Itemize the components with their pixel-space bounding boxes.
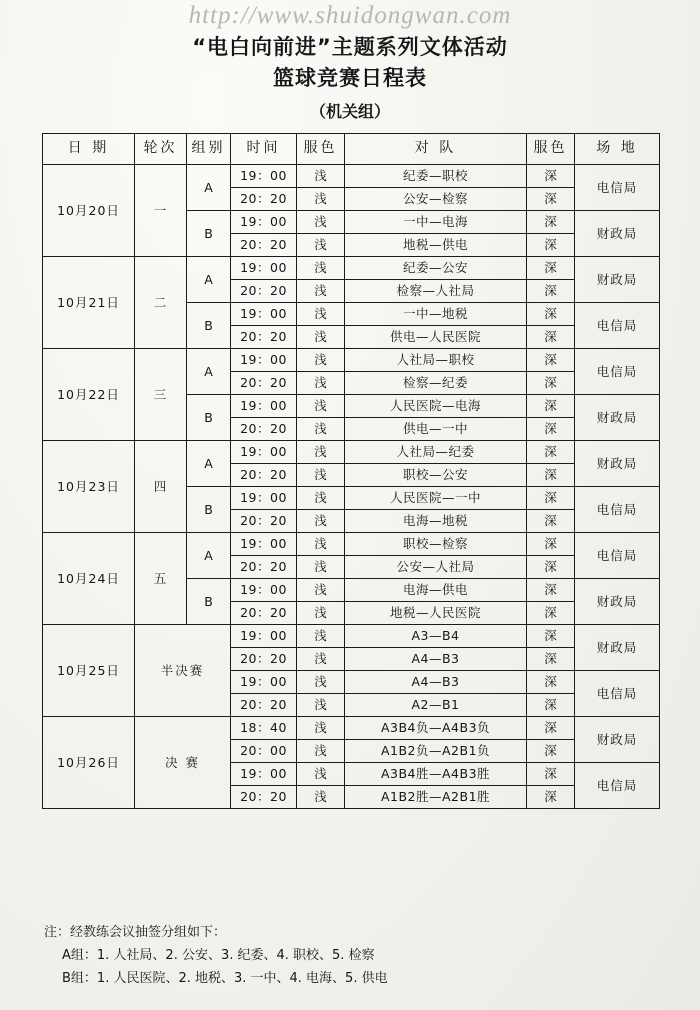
cell-color-home: 浅 xyxy=(297,349,345,372)
cell-time: 20：20 xyxy=(231,694,297,717)
table-row xyxy=(43,625,660,648)
cell-color-away: 深 xyxy=(527,579,575,602)
cell-color-away: 深 xyxy=(527,740,575,763)
cell-venue: 财政局 xyxy=(575,441,660,487)
cell-venue: 电信局 xyxy=(575,487,660,533)
cell-color-home: 浅 xyxy=(297,188,345,211)
cell-color-away: 深 xyxy=(527,372,575,395)
cell-date: 10月20日 xyxy=(43,165,135,257)
header-color-home: 服色 xyxy=(297,134,345,165)
title-block xyxy=(0,33,700,122)
cell-color-home: 浅 xyxy=(297,303,345,326)
note-line-group-b: B组：1. 人民医院、2. 地税、3. 一中、4. 电海、5. 供电 xyxy=(62,970,388,986)
cell-venue: 财政局 xyxy=(575,211,660,257)
cell-match: 人社局—纪委 xyxy=(345,441,527,464)
cell-color-away: 深 xyxy=(527,556,575,579)
cell-color-home: 浅 xyxy=(297,602,345,625)
cell-color-home: 浅 xyxy=(297,234,345,257)
cell-round: 四 xyxy=(135,441,187,533)
cell-date: 10月23日 xyxy=(43,441,135,533)
header-time: 时间 xyxy=(231,134,297,165)
cell-match: A3B4胜—A4B3胜 xyxy=(345,763,527,786)
cell-color-home: 浅 xyxy=(297,280,345,303)
cell-time: 19：00 xyxy=(231,625,297,648)
cell-color-away: 深 xyxy=(527,763,575,786)
cell-time: 20：20 xyxy=(231,648,297,671)
cell-color-home: 浅 xyxy=(297,763,345,786)
cell-group: A xyxy=(187,257,231,303)
cell-color-home: 浅 xyxy=(297,648,345,671)
cell-color-home: 浅 xyxy=(297,257,345,280)
table-row xyxy=(43,717,660,740)
schedule-table xyxy=(42,133,660,809)
cell-match: 电海—地税 xyxy=(345,510,527,533)
cell-color-away: 深 xyxy=(527,280,575,303)
cell-match: A4—B3 xyxy=(345,671,527,694)
cell-venue: 电信局 xyxy=(575,671,660,717)
cell-match: A1B2胜—A2B1胜 xyxy=(345,786,527,809)
cell-group: A xyxy=(187,441,231,487)
cell-venue: 财政局 xyxy=(575,625,660,671)
cell-match: 人社局—职校 xyxy=(345,349,527,372)
cell-time: 19：00 xyxy=(231,671,297,694)
cell-time: 20：20 xyxy=(231,280,297,303)
cell-time: 20：20 xyxy=(231,556,297,579)
cell-color-home: 浅 xyxy=(297,395,345,418)
cell-venue: 电信局 xyxy=(575,533,660,579)
cell-time: 19：00 xyxy=(231,303,297,326)
cell-match: A3B4负—A4B3负 xyxy=(345,717,527,740)
cell-time: 19：00 xyxy=(231,257,297,280)
table-row xyxy=(43,533,660,556)
cell-match: A1B2负—A2B1负 xyxy=(345,740,527,763)
cell-color-away: 深 xyxy=(527,326,575,349)
cell-color-away: 深 xyxy=(527,234,575,257)
cell-match: 人民医院—一中 xyxy=(345,487,527,510)
footer-notes xyxy=(44,922,664,990)
cell-group: B xyxy=(187,487,231,533)
cell-time: 20：20 xyxy=(231,418,297,441)
cell-time: 20：20 xyxy=(231,188,297,211)
cell-group: A xyxy=(187,349,231,395)
cell-color-home: 浅 xyxy=(297,510,345,533)
cell-color-away: 深 xyxy=(527,395,575,418)
cell-color-away: 深 xyxy=(527,487,575,510)
cell-time: 19：00 xyxy=(231,165,297,188)
cell-venue: 财政局 xyxy=(575,579,660,625)
cell-venue: 电信局 xyxy=(575,303,660,349)
cell-group: A xyxy=(187,165,231,211)
cell-match: 公安—检察 xyxy=(345,188,527,211)
cell-color-home: 浅 xyxy=(297,786,345,809)
cell-match: 公安—人社局 xyxy=(345,556,527,579)
cell-match: 纪委—职校 xyxy=(345,165,527,188)
header-date: 日 期 xyxy=(43,134,135,165)
cell-venue: 电信局 xyxy=(575,165,660,211)
cell-time: 20：20 xyxy=(231,786,297,809)
cell-color-home: 浅 xyxy=(297,441,345,464)
table-row xyxy=(43,349,660,372)
cell-venue: 电信局 xyxy=(575,349,660,395)
cell-color-home: 浅 xyxy=(297,556,345,579)
cell-match: 职校—公安 xyxy=(345,464,527,487)
cell-match: 地税—人民医院 xyxy=(345,602,527,625)
cell-date: 10月26日 xyxy=(43,717,135,809)
cell-match: A4—B3 xyxy=(345,648,527,671)
cell-color-away: 深 xyxy=(527,418,575,441)
watermark-url: http://www.shuidongwan.com xyxy=(188,2,512,29)
cell-color-away: 深 xyxy=(527,694,575,717)
cell-time: 20：20 xyxy=(231,464,297,487)
note-line-1: 注：经教练会议抽签分组如下： xyxy=(44,925,227,940)
cell-color-home: 浅 xyxy=(297,717,345,740)
cell-round: 二 xyxy=(135,257,187,349)
cell-color-away: 深 xyxy=(527,211,575,234)
cell-color-away: 深 xyxy=(527,165,575,188)
cell-date: 10月24日 xyxy=(43,533,135,625)
schedule-table-wrapper xyxy=(42,133,659,809)
cell-color-home: 浅 xyxy=(297,211,345,234)
cell-time: 18：40 xyxy=(231,717,297,740)
cell-time: 19：00 xyxy=(231,487,297,510)
header-match: 对 队 xyxy=(345,134,527,165)
cell-time: 19：00 xyxy=(231,395,297,418)
document-title: “电白向前进”主题系列文体活动 xyxy=(192,35,508,59)
table-row xyxy=(43,165,660,188)
cell-time: 19：00 xyxy=(231,533,297,556)
cell-group: B xyxy=(187,303,231,349)
cell-group: B xyxy=(187,211,231,257)
cell-match: 地税—供电 xyxy=(345,234,527,257)
cell-time: 20：20 xyxy=(231,372,297,395)
cell-time: 20：00 xyxy=(231,740,297,763)
table-header-row xyxy=(43,134,660,165)
cell-match: 供电—一中 xyxy=(345,418,527,441)
cell-round: 三 xyxy=(135,349,187,441)
cell-round: 决 赛 xyxy=(135,717,231,809)
cell-color-home: 浅 xyxy=(297,326,345,349)
header-group: 组别 xyxy=(187,134,231,165)
cell-match: 检察—纪委 xyxy=(345,372,527,395)
cell-color-away: 深 xyxy=(527,602,575,625)
cell-color-away: 深 xyxy=(527,625,575,648)
table-row xyxy=(43,257,660,280)
header-color-away: 服色 xyxy=(527,134,575,165)
cell-date: 10月21日 xyxy=(43,257,135,349)
cell-color-home: 浅 xyxy=(297,418,345,441)
cell-color-away: 深 xyxy=(527,671,575,694)
document-group-label: （机关组） xyxy=(309,101,390,121)
cell-color-away: 深 xyxy=(527,533,575,556)
cell-color-away: 深 xyxy=(527,464,575,487)
cell-venue: 财政局 xyxy=(575,257,660,303)
cell-venue: 财政局 xyxy=(575,717,660,763)
cell-venue: 财政局 xyxy=(575,395,660,441)
cell-round: 五 xyxy=(135,533,187,625)
cell-color-home: 浅 xyxy=(297,579,345,602)
cell-color-home: 浅 xyxy=(297,740,345,763)
cell-match: 电海—供电 xyxy=(345,579,527,602)
cell-match: 检察—人社局 xyxy=(345,280,527,303)
cell-match: A3—B4 xyxy=(345,625,527,648)
cell-color-home: 浅 xyxy=(297,625,345,648)
cell-match: 一中—地税 xyxy=(345,303,527,326)
cell-round: 一 xyxy=(135,165,187,257)
cell-time: 20：20 xyxy=(231,234,297,257)
cell-color-away: 深 xyxy=(527,441,575,464)
table-row xyxy=(43,441,660,464)
cell-color-away: 深 xyxy=(527,349,575,372)
cell-time: 20：20 xyxy=(231,326,297,349)
cell-match: 供电—人民医院 xyxy=(345,326,527,349)
cell-round: 半决赛 xyxy=(135,625,231,717)
cell-date: 10月22日 xyxy=(43,349,135,441)
cell-date: 10月25日 xyxy=(43,625,135,717)
cell-time: 19：00 xyxy=(231,763,297,786)
cell-time: 20：20 xyxy=(231,602,297,625)
cell-time: 20：20 xyxy=(231,510,297,533)
cell-group: A xyxy=(187,533,231,579)
cell-color-home: 浅 xyxy=(297,372,345,395)
cell-time: 19：00 xyxy=(231,441,297,464)
cell-match: 人民医院—电海 xyxy=(345,395,527,418)
cell-color-home: 浅 xyxy=(297,694,345,717)
cell-color-away: 深 xyxy=(527,510,575,533)
note-line-group-a: A组：1. 人社局、2. 公安、3. 纪委、4. 职校、5. 检察 xyxy=(62,947,375,963)
cell-color-home: 浅 xyxy=(297,671,345,694)
cell-color-away: 深 xyxy=(527,303,575,326)
cell-group: B xyxy=(187,395,231,441)
cell-color-home: 浅 xyxy=(297,533,345,556)
cell-color-away: 深 xyxy=(527,188,575,211)
cell-time: 19：00 xyxy=(231,579,297,602)
header-round: 轮次 xyxy=(135,134,187,165)
cell-match: 职校—检察 xyxy=(345,533,527,556)
cell-group: B xyxy=(187,579,231,625)
cell-color-away: 深 xyxy=(527,648,575,671)
cell-time: 19：00 xyxy=(231,211,297,234)
header-venue: 场 地 xyxy=(575,134,660,165)
cell-match: A2—B1 xyxy=(345,694,527,717)
cell-venue: 电信局 xyxy=(575,763,660,809)
cell-color-home: 浅 xyxy=(297,464,345,487)
cell-color-away: 深 xyxy=(527,717,575,740)
cell-match: 纪委—公安 xyxy=(345,257,527,280)
cell-color-home: 浅 xyxy=(297,165,345,188)
cell-color-home: 浅 xyxy=(297,487,345,510)
cell-color-away: 深 xyxy=(527,786,575,809)
cell-color-away: 深 xyxy=(527,257,575,280)
cell-match: 一中—电海 xyxy=(345,211,527,234)
cell-time: 19：00 xyxy=(231,349,297,372)
document-subtitle: 篮球竞赛日程表 xyxy=(273,66,427,91)
